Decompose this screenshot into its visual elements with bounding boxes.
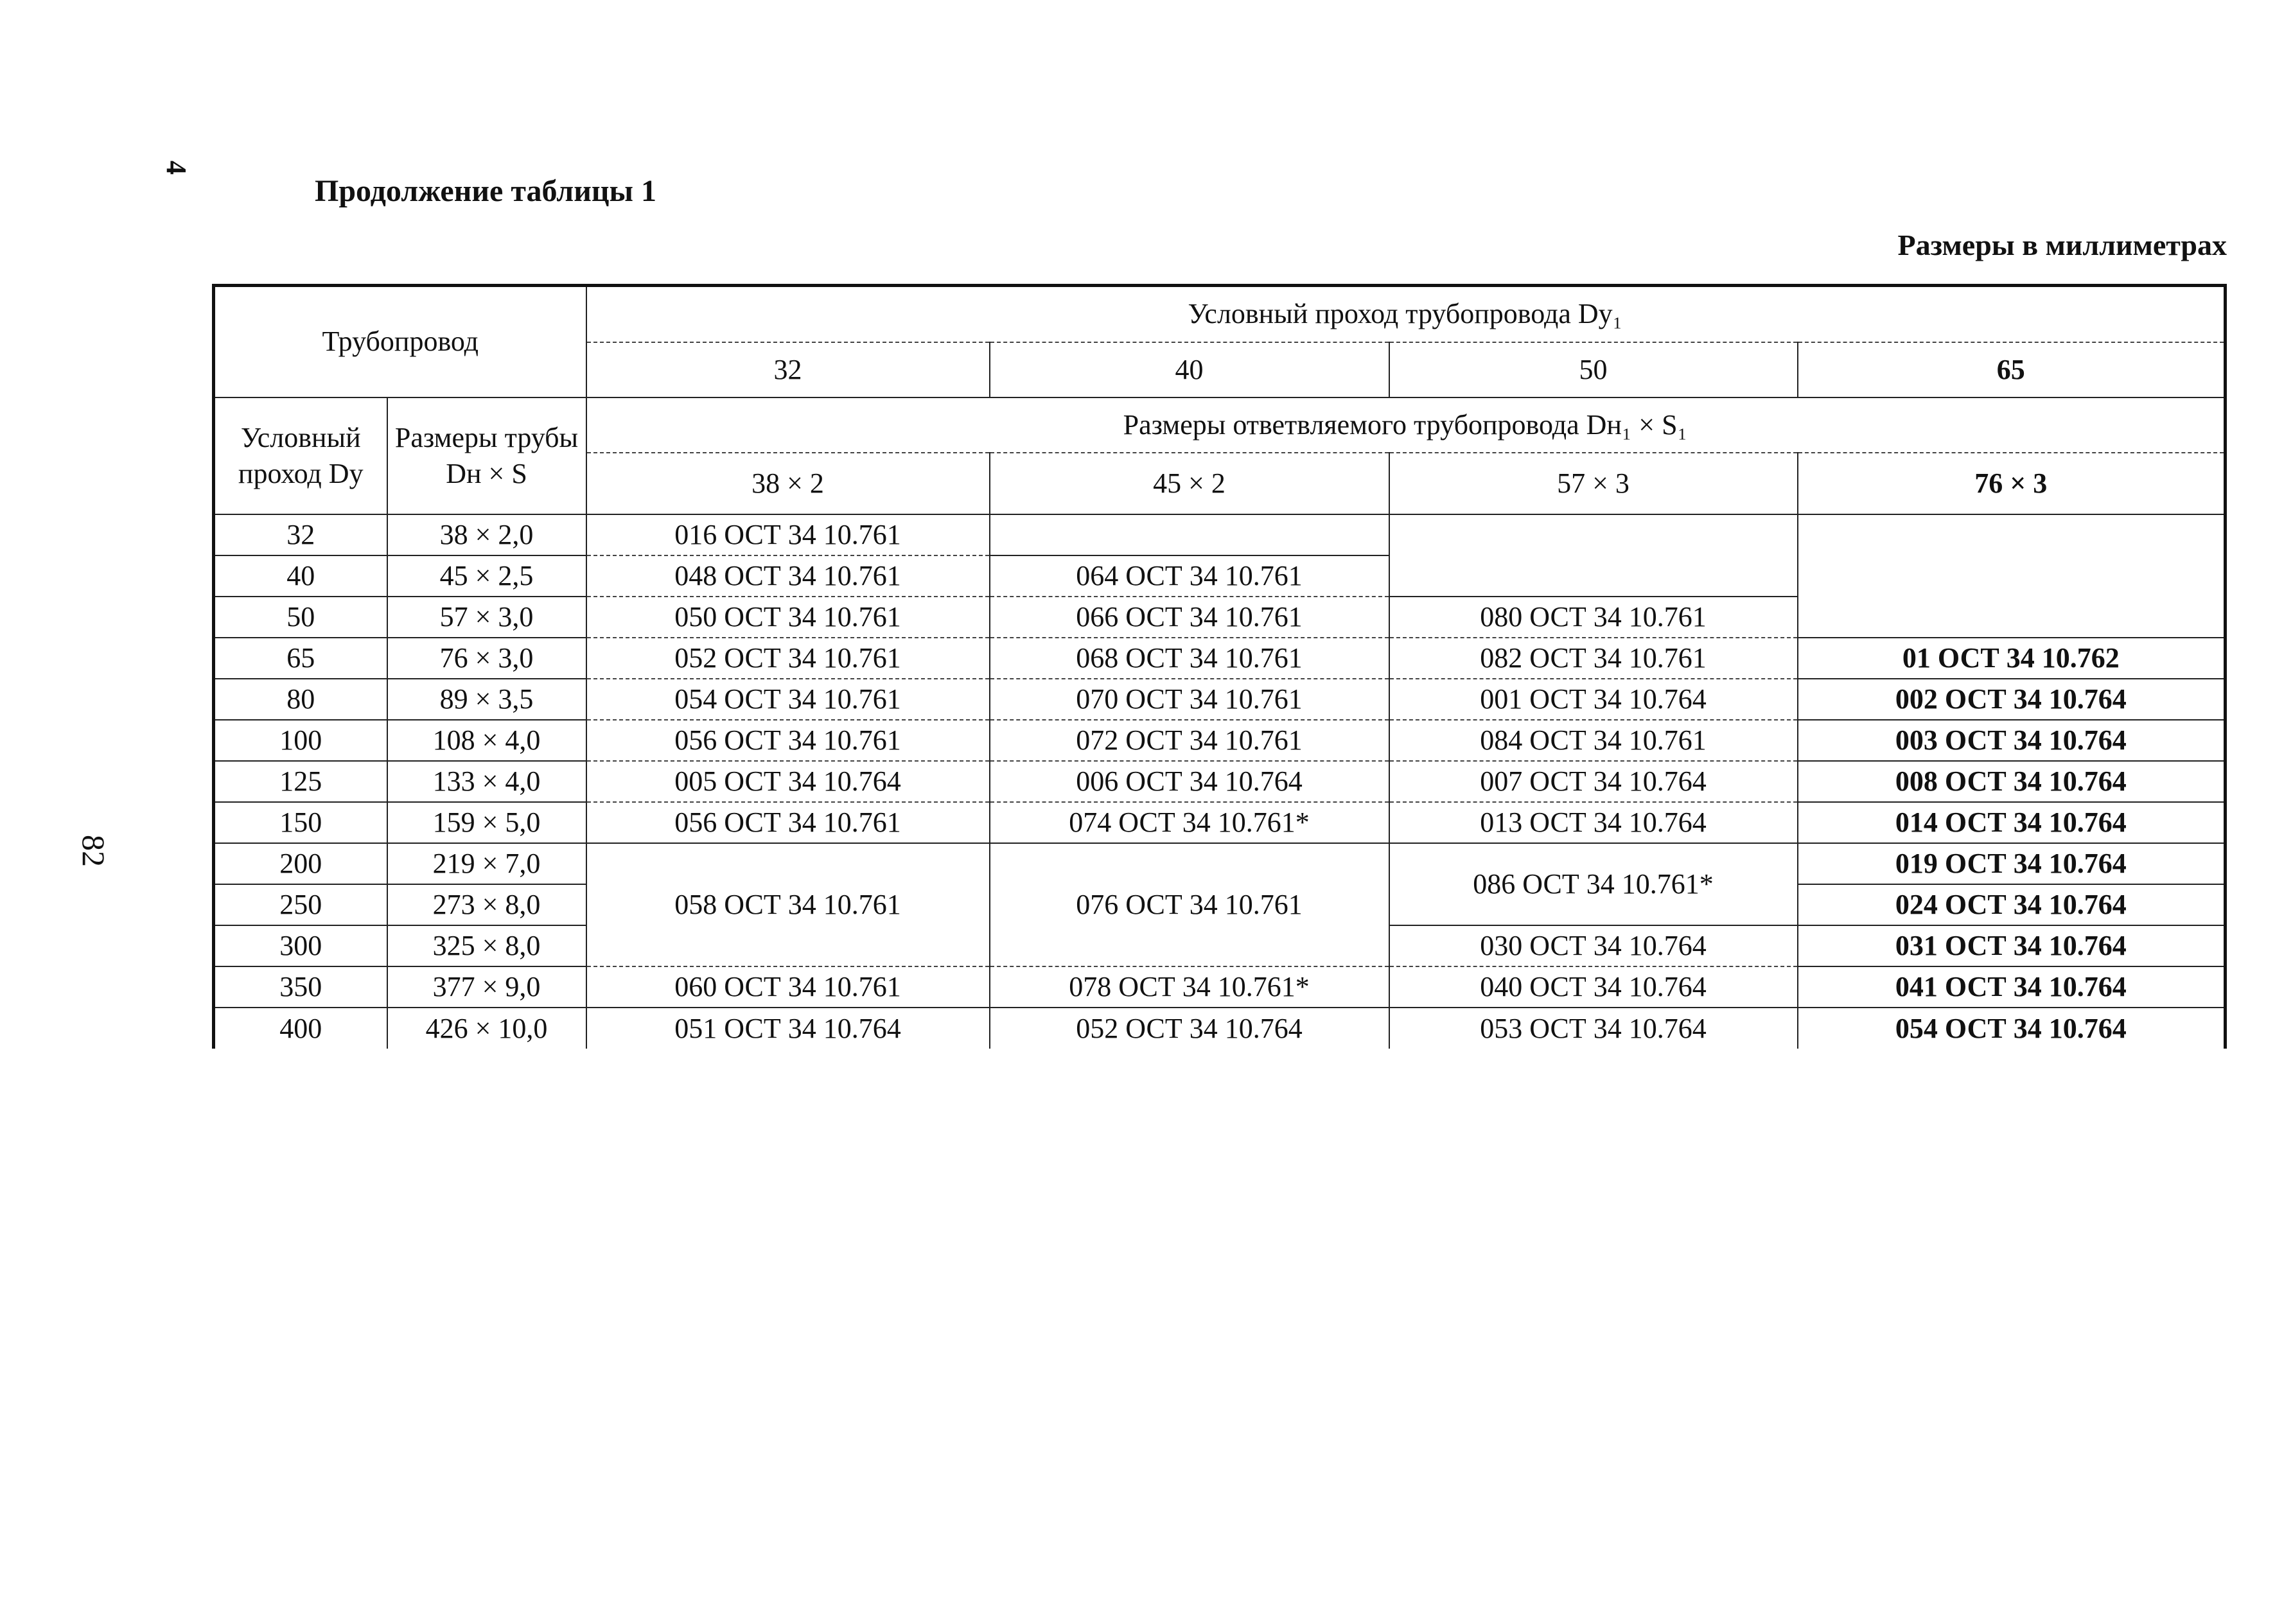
branch-col-header: 45 × 2 (990, 453, 1389, 514)
part-cell: 005 ОСТ 34 10.764 (586, 761, 990, 802)
dy-cell: 125 (214, 761, 387, 802)
part-cell: 024 ОСТ 34 10.764 (1798, 884, 2226, 925)
part-cell: 070 ОСТ 34 10.761 (990, 679, 1389, 720)
branch-col-header: 57 × 3 (1389, 453, 1798, 514)
dy-cell: 350 (214, 966, 387, 1008)
part-cell: 031 ОСТ 34 10.764 (1798, 925, 2226, 966)
dy-cell: 200 (214, 843, 387, 884)
part-cell: 007 ОСТ 34 10.764 (1389, 761, 1798, 802)
part-cell: 051 ОСТ 34 10.764 (586, 1008, 990, 1049)
part-cell: 053 ОСТ 34 10.764 (1389, 1008, 1798, 1049)
part-cell: 014 ОСТ 34 10.764 (1798, 802, 2226, 843)
table-continuation-title: Продолжение таблицы 1 (315, 174, 657, 208)
empty-cell (1798, 514, 2226, 638)
dy-cell: 50 (214, 597, 387, 638)
part-cell: 003 ОСТ 34 10.764 (1798, 720, 2226, 761)
part-cell: 013 ОСТ 34 10.764 (1389, 802, 1798, 843)
dy-cell: 300 (214, 925, 387, 966)
pipe-size-header: Размеры трубы Dн × S (387, 397, 586, 514)
table-row (214, 1008, 2226, 1049)
dy1-col-header: 50 (1389, 342, 1798, 397)
part-cell: 016 ОСТ 34 10.761 (586, 514, 990, 555)
part-cell: 052 ОСТ 34 10.764 (990, 1008, 1389, 1049)
part-cell: 006 ОСТ 34 10.764 (990, 761, 1389, 802)
part-cell: 019 ОСТ 34 10.764 (1798, 843, 2226, 884)
size-cell: 57 × 3,0 (387, 597, 586, 638)
table-row (214, 802, 2226, 843)
part-cell: 002 ОСТ 34 10.764 (1798, 679, 2226, 720)
part-cell: 008 ОСТ 34 10.764 (1798, 761, 2226, 802)
size-cell: 426 × 10,0 (387, 1008, 586, 1049)
size-cell: 159 × 5,0 (387, 802, 586, 843)
table-row (214, 966, 2226, 1008)
part-cell: 030 ОСТ 34 10.764 (1389, 925, 1798, 966)
part-cell: 086 ОСТ 34 10.761* (1389, 843, 1798, 925)
branch-col-header: 38 × 2 (586, 453, 990, 514)
part-cell: 040 ОСТ 34 10.764 (1389, 966, 1798, 1008)
dy-cell: 250 (214, 884, 387, 925)
part-cell: 080 ОСТ 34 10.761 (1389, 597, 1798, 638)
part-cell: 076 ОСТ 34 10.761 (990, 843, 1389, 966)
nominal-bore-dy1-header: Условный проход трубопровода Dy₁ (586, 286, 2226, 342)
page-number: 4 (161, 161, 192, 175)
part-cell: 056 ОСТ 34 10.761 (586, 720, 990, 761)
table-row (214, 679, 2226, 720)
size-cell: 45 × 2,5 (387, 555, 586, 597)
pipe-fittings-table (212, 284, 2227, 1049)
size-cell: 377 × 9,0 (387, 966, 586, 1008)
part-cell: 058 ОСТ 34 10.761 (586, 843, 990, 966)
branch-size-header: Размеры ответвляемого трубопровода Dн₁ × S₁ (586, 397, 2226, 453)
dy-cell: 40 (214, 555, 387, 597)
dy-cell: 65 (214, 638, 387, 679)
empty-cell (1389, 514, 1798, 597)
size-cell: 133 × 4,0 (387, 761, 586, 802)
size-cell: 76 × 3,0 (387, 638, 586, 679)
size-cell: 89 × 3,5 (387, 679, 586, 720)
pipeline-header: Трубопровод (214, 286, 586, 397)
nominal-bore-header: Условный проход Dy (214, 397, 387, 514)
dy1-col-header: 65 (1798, 342, 2226, 397)
part-cell: 060 ОСТ 34 10.761 (586, 966, 990, 1008)
size-cell: 325 × 8,0 (387, 925, 586, 966)
table-row (214, 638, 2226, 679)
side-page-number: 82 (76, 835, 112, 867)
empty-cell (990, 514, 1389, 555)
part-cell: 066 ОСТ 34 10.761 (990, 597, 1389, 638)
dy-cell: 32 (214, 514, 387, 555)
part-cell: 074 ОСТ 34 10.761* (990, 802, 1389, 843)
size-cell: 38 × 2,0 (387, 514, 586, 555)
part-cell: 048 ОСТ 34 10.761 (586, 555, 990, 597)
dy-cell: 400 (214, 1008, 387, 1049)
part-cell: 054 ОСТ 34 10.764 (1798, 1008, 2226, 1049)
part-cell: 052 ОСТ 34 10.761 (586, 638, 990, 679)
size-cell: 108 × 4,0 (387, 720, 586, 761)
dy-cell: 100 (214, 720, 387, 761)
table-row (214, 761, 2226, 802)
part-cell: 082 ОСТ 34 10.761 (1389, 638, 1798, 679)
part-cell: 072 ОСТ 34 10.761 (990, 720, 1389, 761)
part-cell: 01 ОСТ 34 10.762 (1798, 638, 2226, 679)
part-cell: 054 ОСТ 34 10.761 (586, 679, 990, 720)
part-cell: 078 ОСТ 34 10.761* (990, 966, 1389, 1008)
part-cell: 041 ОСТ 34 10.764 (1798, 966, 2226, 1008)
table-row (214, 720, 2226, 761)
dy-cell: 80 (214, 679, 387, 720)
part-cell: 001 ОСТ 34 10.764 (1389, 679, 1798, 720)
part-cell: 084 ОСТ 34 10.761 (1389, 720, 1798, 761)
table-row (214, 514, 2226, 555)
part-cell: 068 ОСТ 34 10.761 (990, 638, 1389, 679)
dy1-col-header: 32 (586, 342, 990, 397)
part-cell: 064 ОСТ 34 10.761 (990, 555, 1389, 597)
dy1-col-header: 40 (990, 342, 1389, 397)
branch-col-header: 76 × 3 (1798, 453, 2226, 514)
units-note: Размеры в миллиметрах (1897, 229, 2227, 261)
size-cell: 273 × 8,0 (387, 884, 586, 925)
table-row (214, 843, 2226, 884)
part-cell: 050 ОСТ 34 10.761 (586, 597, 990, 638)
part-cell: 056 ОСТ 34 10.761 (586, 802, 990, 843)
size-cell: 219 × 7,0 (387, 843, 586, 884)
dy-cell: 150 (214, 802, 387, 843)
